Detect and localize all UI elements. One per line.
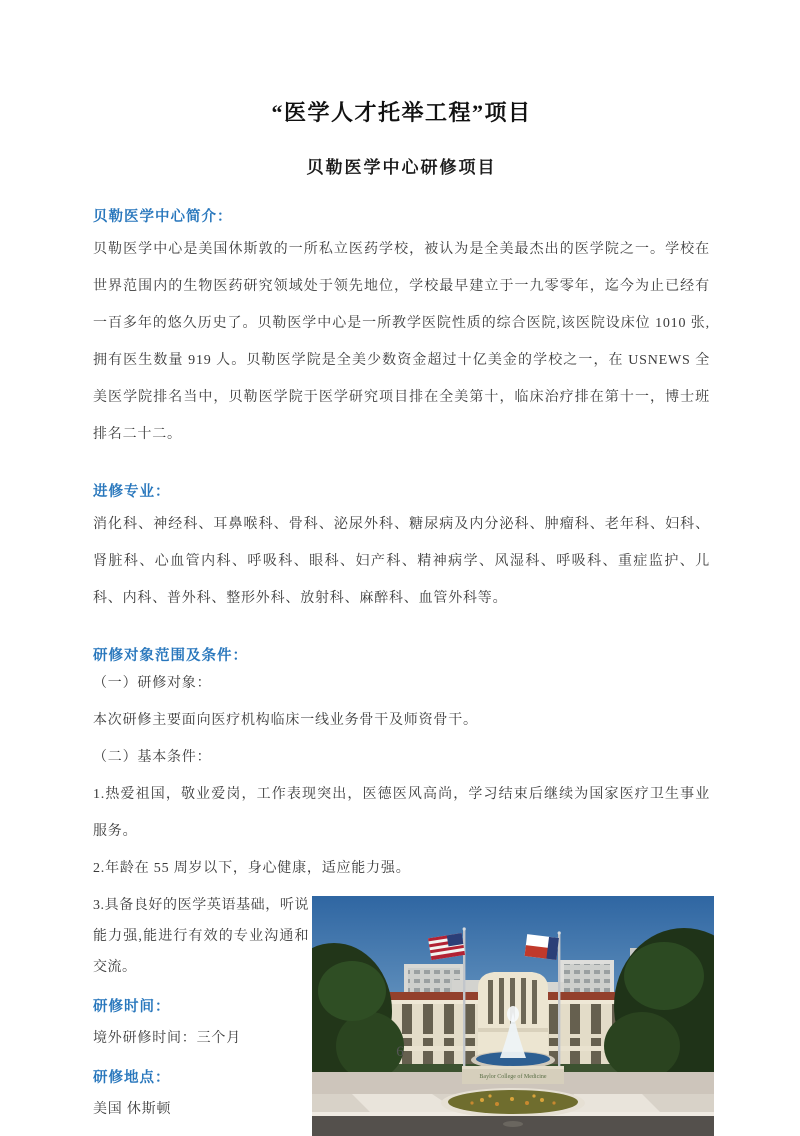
fountain-inscription: Baylor College of Medicine: [479, 1074, 547, 1080]
location-body: 美国 休斯顿: [93, 1102, 172, 1117]
texas-flag: [525, 934, 559, 960]
photo-side-column: [93, 890, 309, 1125]
condition-1: 1.热爱祖国，敬业爱岗，工作表现突出，医德医风高尚，学习结束后继续为国家医疗卫生事业服务。: [93, 787, 710, 839]
page-title: “医学人才托举工程”项目: [271, 100, 532, 125]
page-number: 6: [396, 1044, 404, 1060]
eligibility-item2-label: （二）基本条件：: [93, 750, 212, 765]
campus-photo: [312, 896, 714, 1136]
section-heading-time: 研修时间：: [93, 999, 171, 1015]
photo-text-row: [93, 890, 710, 1136]
condition-3: 3.具备良好的医学英语基础，听说能力强,能进行有效的专业沟通和交流。: [93, 898, 309, 975]
page-subtitle: 贝勒医学中心研修项目: [306, 158, 497, 177]
section-heading-eligibility: 研修对象范围及条件：: [93, 648, 248, 664]
eligibility-item1-body: 本次研修主要面向医疗机构临床一线业务骨干及师资骨干。: [93, 713, 478, 728]
flower-bed: [441, 1088, 585, 1118]
section-heading-location: 研修地点：: [93, 1070, 171, 1086]
campus-photo-illustration: [312, 896, 714, 1136]
majors-paragraph: 消化科、神经科、耳鼻喉科、骨科、泌尿外科、糖尿病及内分泌科、肿瘤科、老年科、妇科、肾脏科、心血管内科、呼吸科、眼科、妇产科、精神病学、风湿科、呼吸科、重症监护、儿科、内科、普外科、整形外科、放射科、麻醉科、血管外科等。: [93, 517, 710, 606]
condition-2: 2.年龄在 55 周岁以下，身心健康，适应能力强。: [93, 861, 411, 876]
eligibility-item1-label: （一）研修对象：: [93, 676, 212, 691]
section-heading-intro: 贝勒医学中心简介：: [93, 209, 233, 225]
intro-paragraph: 贝勒医学中心是美国休斯敦的一所私立医药学校，被认为是全美最杰出的医学院之一。学校在世界范围内的生物医药研究领域处于领先地位，学校最早建立于一九零零年，迄今为止已经有一百多年的悠久历史了。贝勒医学中心是一所教学医院性质的综合医院,该医院设床位 1010 张,拥有医生数量 919 人。贝勒医学院是全美少数资金超过十亿美金的学校之一，在 USNEWS 全美医学院排名当中，贝勒医学院于医学研究项目排在全美第十，临床治疗排在第十一，博士班排名二十二。: [93, 242, 710, 442]
time-body: 境外研修时间：三个月: [93, 1031, 241, 1046]
section-heading-majors: 进修专业：: [93, 484, 171, 500]
